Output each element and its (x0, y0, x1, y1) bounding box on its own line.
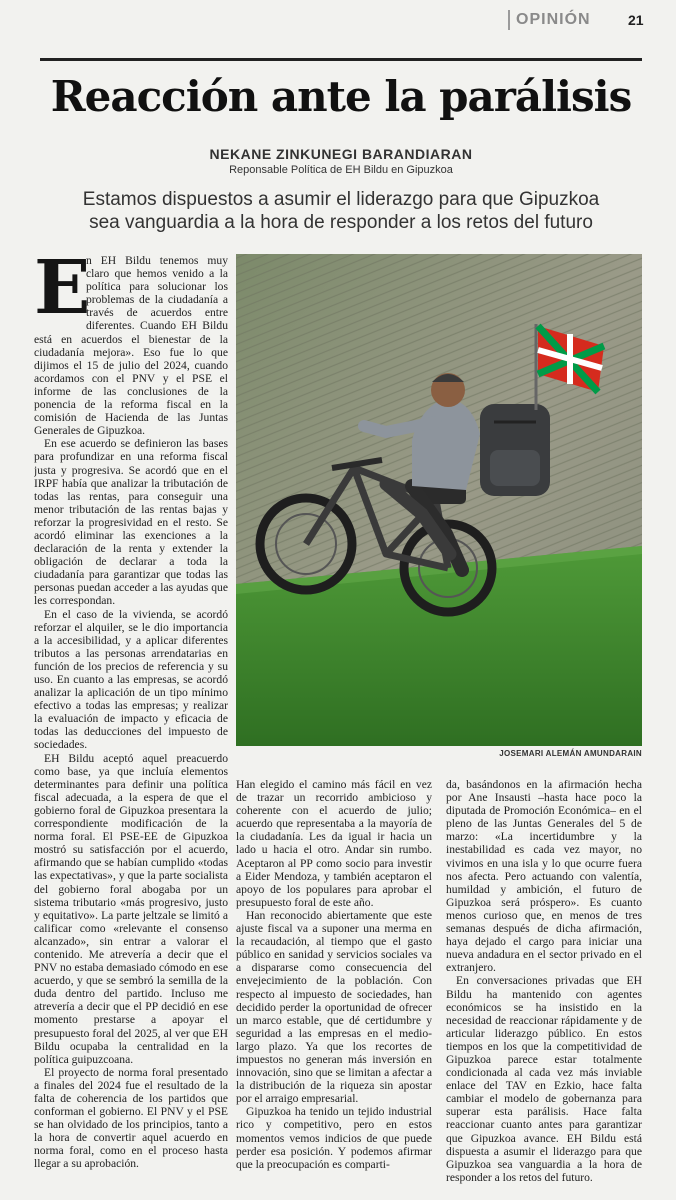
paragraph: Han elegido el camino más fácil en vez de trazar un recorrido ambicioso y coherente con el acuerdo de julio; acuerdo que representaba a la mayoría de la ciudadanía. Les da igual ir hacia un lado u hacia el otro. Andar sin rumbo. Aceptaron al PP como socio para investir a Eider Mendoza, y también aceptaron el apoyo de los populares para aprobar el presupuesto foral de este año. (236, 778, 432, 909)
page-number: 21 (628, 12, 644, 28)
illustration-svg (236, 254, 642, 746)
paragraph: n EH Bildu tenemos muy claro que hemos venido a la política para solucionar los problemas de la ciudadanía a través de acuerdos entre diferentes. Cuando EH Bildu está en acuerdos el bienestar de la ciudadanía mejora». Eso fue lo que dijimos el 15 de julio del 2024, cuando acordamos con el PNV y el PSE el informe de las conclusiones de la ponencia de la reforma fiscal en la comisión de Hacienda de las Juntas Generales de Gipuzkoa. (34, 254, 228, 438)
headline: Reacción ante la parálisis (50, 72, 632, 121)
backpack (480, 404, 550, 496)
page-header (0, 6, 676, 36)
paragraph: En ese acuerdo se definieron las bases para profundizar en una reforma fiscal justa y progresiva. Se acordó que en el IRPF había que analizar la tributación de todas las rentas, para conseguir una menor tributación de las rentas bajas y reforzar la progresividad en el resto. Se acordó eliminar las exenciones a la declaración de la renta y extender la obligación de declarar a toda la ciudadanía para garantizar que todas las personas puedan acceder a las ayudas que les correspondan. (34, 437, 228, 608)
top-rule (40, 58, 642, 61)
paragraph: EH Bildu aceptó aquel preacuerdo como base, ya que incluía elementos determinantes para definir una política fiscal adecuada, a la espera de que el gobierno foral de Gipuzkoa presentara la correspondiente modificación de la norma foral. El PSE-EE de Gipuzkoa mostró su satisfacción por el acuerdo, afirmando que se habían cumplido «todas las expectativas», y que la parte socialista del gobierno foral abogaba por un sistema tributario «más progresivo, justo y equitativo». La parte jeltzale se limitó a calificar como «relevante el consenso alcanzado», sin entrar a valorar el contenido. Me atrevería a decir que el PNV no estaba demasiado cómodo en ese acuerdo, y que se sembró la semilla de la duda dentro del partido. Incluso me atrevería a decir que el PP decidió en ese momento prestarse a apoyar el presupuesto foral del 2025, al ver que EH Bildu ocupaba la centralidad en la política guipuzcoana. (34, 751, 228, 1066)
article-column-1 (34, 254, 228, 1198)
drop-cap: E (34, 254, 91, 331)
paragraph: Gipuzkoa ha tenido un tejido industrial rico y competitivo, pero en estos momentos vemos indicios de que puede perder esa posición. Y podemos afirmar que la preocupación es comparti- (236, 1105, 432, 1171)
section-label: OPINIÓN (508, 10, 591, 30)
subtitle-line-2: sea vanguardia a la hora de responder a los retos del futuro (89, 212, 593, 233)
paragraph: El proyecto de norma foral presentado a finales del 2024 fue el resultado de la falta de coherencia de los partidos que conforman el gobierno. El PNV y el PSE se han olvidado de los principios, tanto a la hora de convertir aquel acuerdo en norma foral, como en el proceso hasta llegar a su aprobación. (34, 1065, 228, 1171)
illustration-cyclist (236, 254, 642, 746)
subtitle-line-1: Estamos dispuestos a asumir el liderazgo para que Gipuzkoa (82, 189, 600, 210)
paragraph: da, basándonos en la afirmación hecha por Ane Insausti –hasta hace poco la diputada de Promoción Económica– en el pleno de las Juntas Generales del 5 de marzo: «La incertidumbre y la inestabilidad es cada vez mayor, no vivimos en una isla y lo que ocurre fuera nos afecta. Pero actuando con valentía, humildad y ambición, el futuro de Gipuzkoa será próspero». Es cuanto menos curioso que, en menos de tres semanas después de dicha afirmación, haya dejado el cargo para iniciar una nueva andadura en el sector privado en el extranjero. (446, 778, 642, 975)
author-name: NEKANE ZINKUNEGI BARANDIARAN (209, 146, 473, 162)
photo-credit: JOSEMARI ALEMÁN AMUNDARAIN (499, 749, 642, 758)
article-column-2 (236, 778, 432, 1198)
author-role: Reponsable Política de EH Bildu en Gipuzkoa (229, 164, 453, 176)
paragraph: En conversaciones privadas que EH Bildu ha mantenido con agentes económicos se ha insistido en la necesidad de reaccionar rápidamente y de articular liderazgo público. En estos tiempos en los que la competitividad de Gipuzkoa parece estar totalmente condicionada al cada vez más inviable enlace del TAV en Ezkio, hace falta cambiar el modelo de gobernanza para superar esta parálisis. Hace falta reaccionar cuanto antes para garantizar que Gipuzkoa avance. EH Bildu está dispuesta a asumir el liderazgo para que Gipuzkoa sea vanguardia a la hora de responder a los retos del futuro. (446, 974, 642, 1184)
paragraph: En el caso de la vivienda, se acordó reforzar el alquiler, se le dio importancia a la accesibilidad, y a aplicar diferentes tributos a las personas arrendatarias en función de los precios de referencia y su uso. En cuanto a las empresas, se acordó analizar la aplicación de un tipo mínimo efectivo a todas las empresas; y realizar la evaluación de impacto y eficacia de todas las deducciones del impuesto de sociedades. (34, 607, 228, 752)
article-column-3 (446, 778, 642, 1198)
paragraph: Han reconocido abiertamente que este ajuste fiscal va a suponer una merma en la recaudación, al tiempo que el gasto público en sanidad y servicios sociales va a dispararse como consecuencia del envejecimiento de la población. Con respecto al impuesto de sociedades, han decidido perder la oportunidad de ofrecer un marco estable, que dé certidumbre y seguridad a las empresas en el medio-largo plazo. Ya que los recortes de impuestos no generan más inversión en innovación, sino que se limitan a afectar a la distribución de la riqueza sin apostar por el arraigo empresarial. (236, 908, 432, 1106)
subtitle (40, 188, 642, 234)
